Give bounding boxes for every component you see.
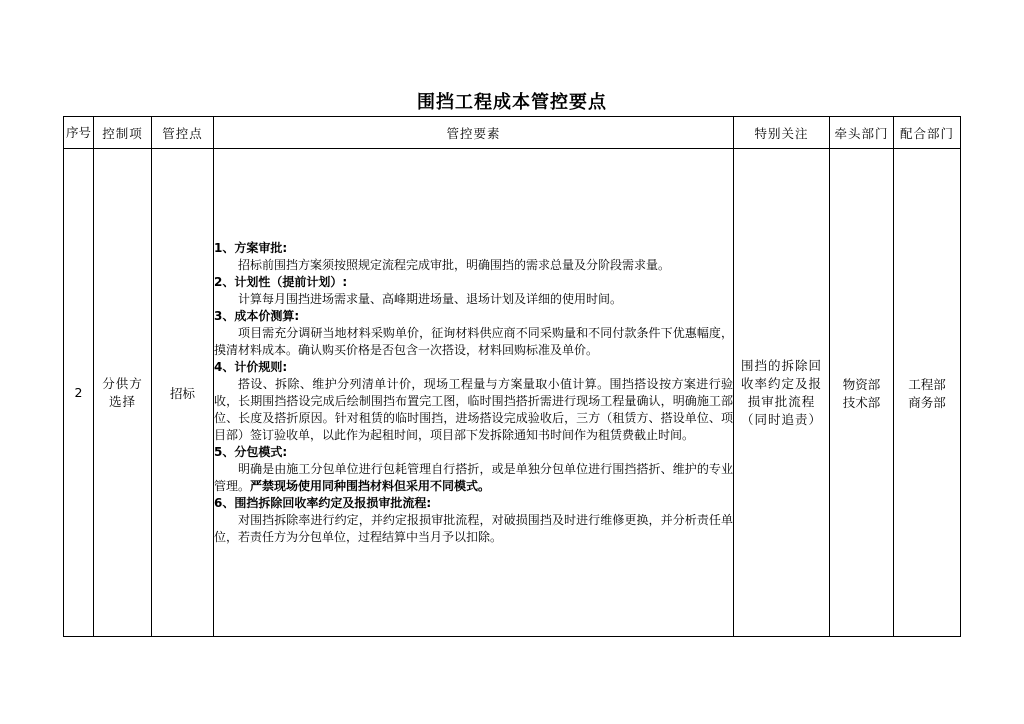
header-seq: 序号 (64, 117, 94, 149)
cell-control-point: 招标 (152, 149, 214, 637)
header-lead-dept: 牵头部门 (830, 117, 894, 149)
section-text-normal: 明确是由施工分包单位进行包耗管理自行搭折，或是单独分包单位进行围挡搭折、维护的专业管理。 (214, 461, 733, 493)
section-heading: 3、成本价测算: (214, 308, 300, 323)
section-heading: 6、围挡拆除回收率约定及报损审批流程: (214, 495, 432, 510)
section-1 (214, 240, 733, 274)
cell-seq: 2 (64, 149, 94, 637)
section-text: 招标前围挡方案须按照规定流程完成审批，明确围挡的需求总量及分阶段需求量。 (238, 257, 671, 272)
header-coop-dept: 配合部门 (894, 117, 961, 149)
lead-dept-2: 技术部 (842, 394, 881, 410)
header-row (64, 117, 961, 149)
cell-coop-dept (894, 149, 961, 637)
header-control-item: 控制项 (94, 117, 152, 149)
section-heading: 1、方案审批: (214, 240, 288, 255)
section-heading: 5、分包模式: (214, 444, 288, 459)
section-text: 项目需充分调研当地材料采购单价，征询材料供应商不同采购量和不同付款条件下优惠幅度，摸清材料成本。确认购买价格是否包含一次搭设，材料回购标准及单价。 (214, 325, 733, 357)
section-text: 计算每月围挡进场需求量、高峰期进场量、退场计划及详细的使用时间。 (238, 291, 623, 306)
section-text: 搭设、拆除、维护分列清单计价，现场工程量与方案量取小值计算。围挡搭设按方案进行验收，长期围挡搭设完成后绘制围挡布置完工图，临时围挡搭折需进行现场工程量确认，明确施工部位、长度及搭折原因。针对租赁的临时围挡，进场搭设完成验收后，三方（租赁方、搭设单位、项目部）签订验收单，以此作为起租时间，项目部下发拆除通知书时间作为租赁费截止时间。 (214, 376, 733, 442)
header-elements: 管控要素 (214, 117, 734, 149)
section-heading: 4、计价规则: (214, 359, 288, 374)
header-control-point: 管控点 (152, 117, 214, 149)
cell-special: 围挡的拆除回收率约定及报损审批流程（同时追责） (734, 149, 830, 637)
document-title: 围挡工程成本管控要点 (417, 92, 607, 113)
section-6 (214, 495, 733, 546)
section-4 (214, 359, 733, 444)
section-text: 对围挡拆除率进行约定，并约定报损审批流程，对破损围挡及时进行维修更换，并分析责任单位，若责任方为分包单位，过程结算中当月予以扣除。 (214, 512, 733, 544)
coop-dept-1: 工程部 (908, 376, 946, 392)
section-text-bold: 严禁现场使用同种围挡材料但采用不同模式。 (250, 478, 491, 493)
cell-elements (214, 149, 734, 637)
section-heading: 2、计划性（提前计划）: (214, 274, 348, 289)
coop-dept-2: 商务部 (908, 394, 946, 410)
table-row (64, 149, 961, 637)
section-5 (214, 444, 733, 495)
section-text (214, 461, 733, 495)
lead-dept-1: 物资部 (842, 376, 881, 392)
cell-lead-dept (830, 149, 894, 637)
cell-control-item: 分供方选择 (94, 149, 152, 637)
section-3 (214, 308, 733, 359)
header-special: 特别关注 (734, 117, 830, 149)
section-2 (214, 274, 733, 308)
control-table (63, 116, 961, 637)
